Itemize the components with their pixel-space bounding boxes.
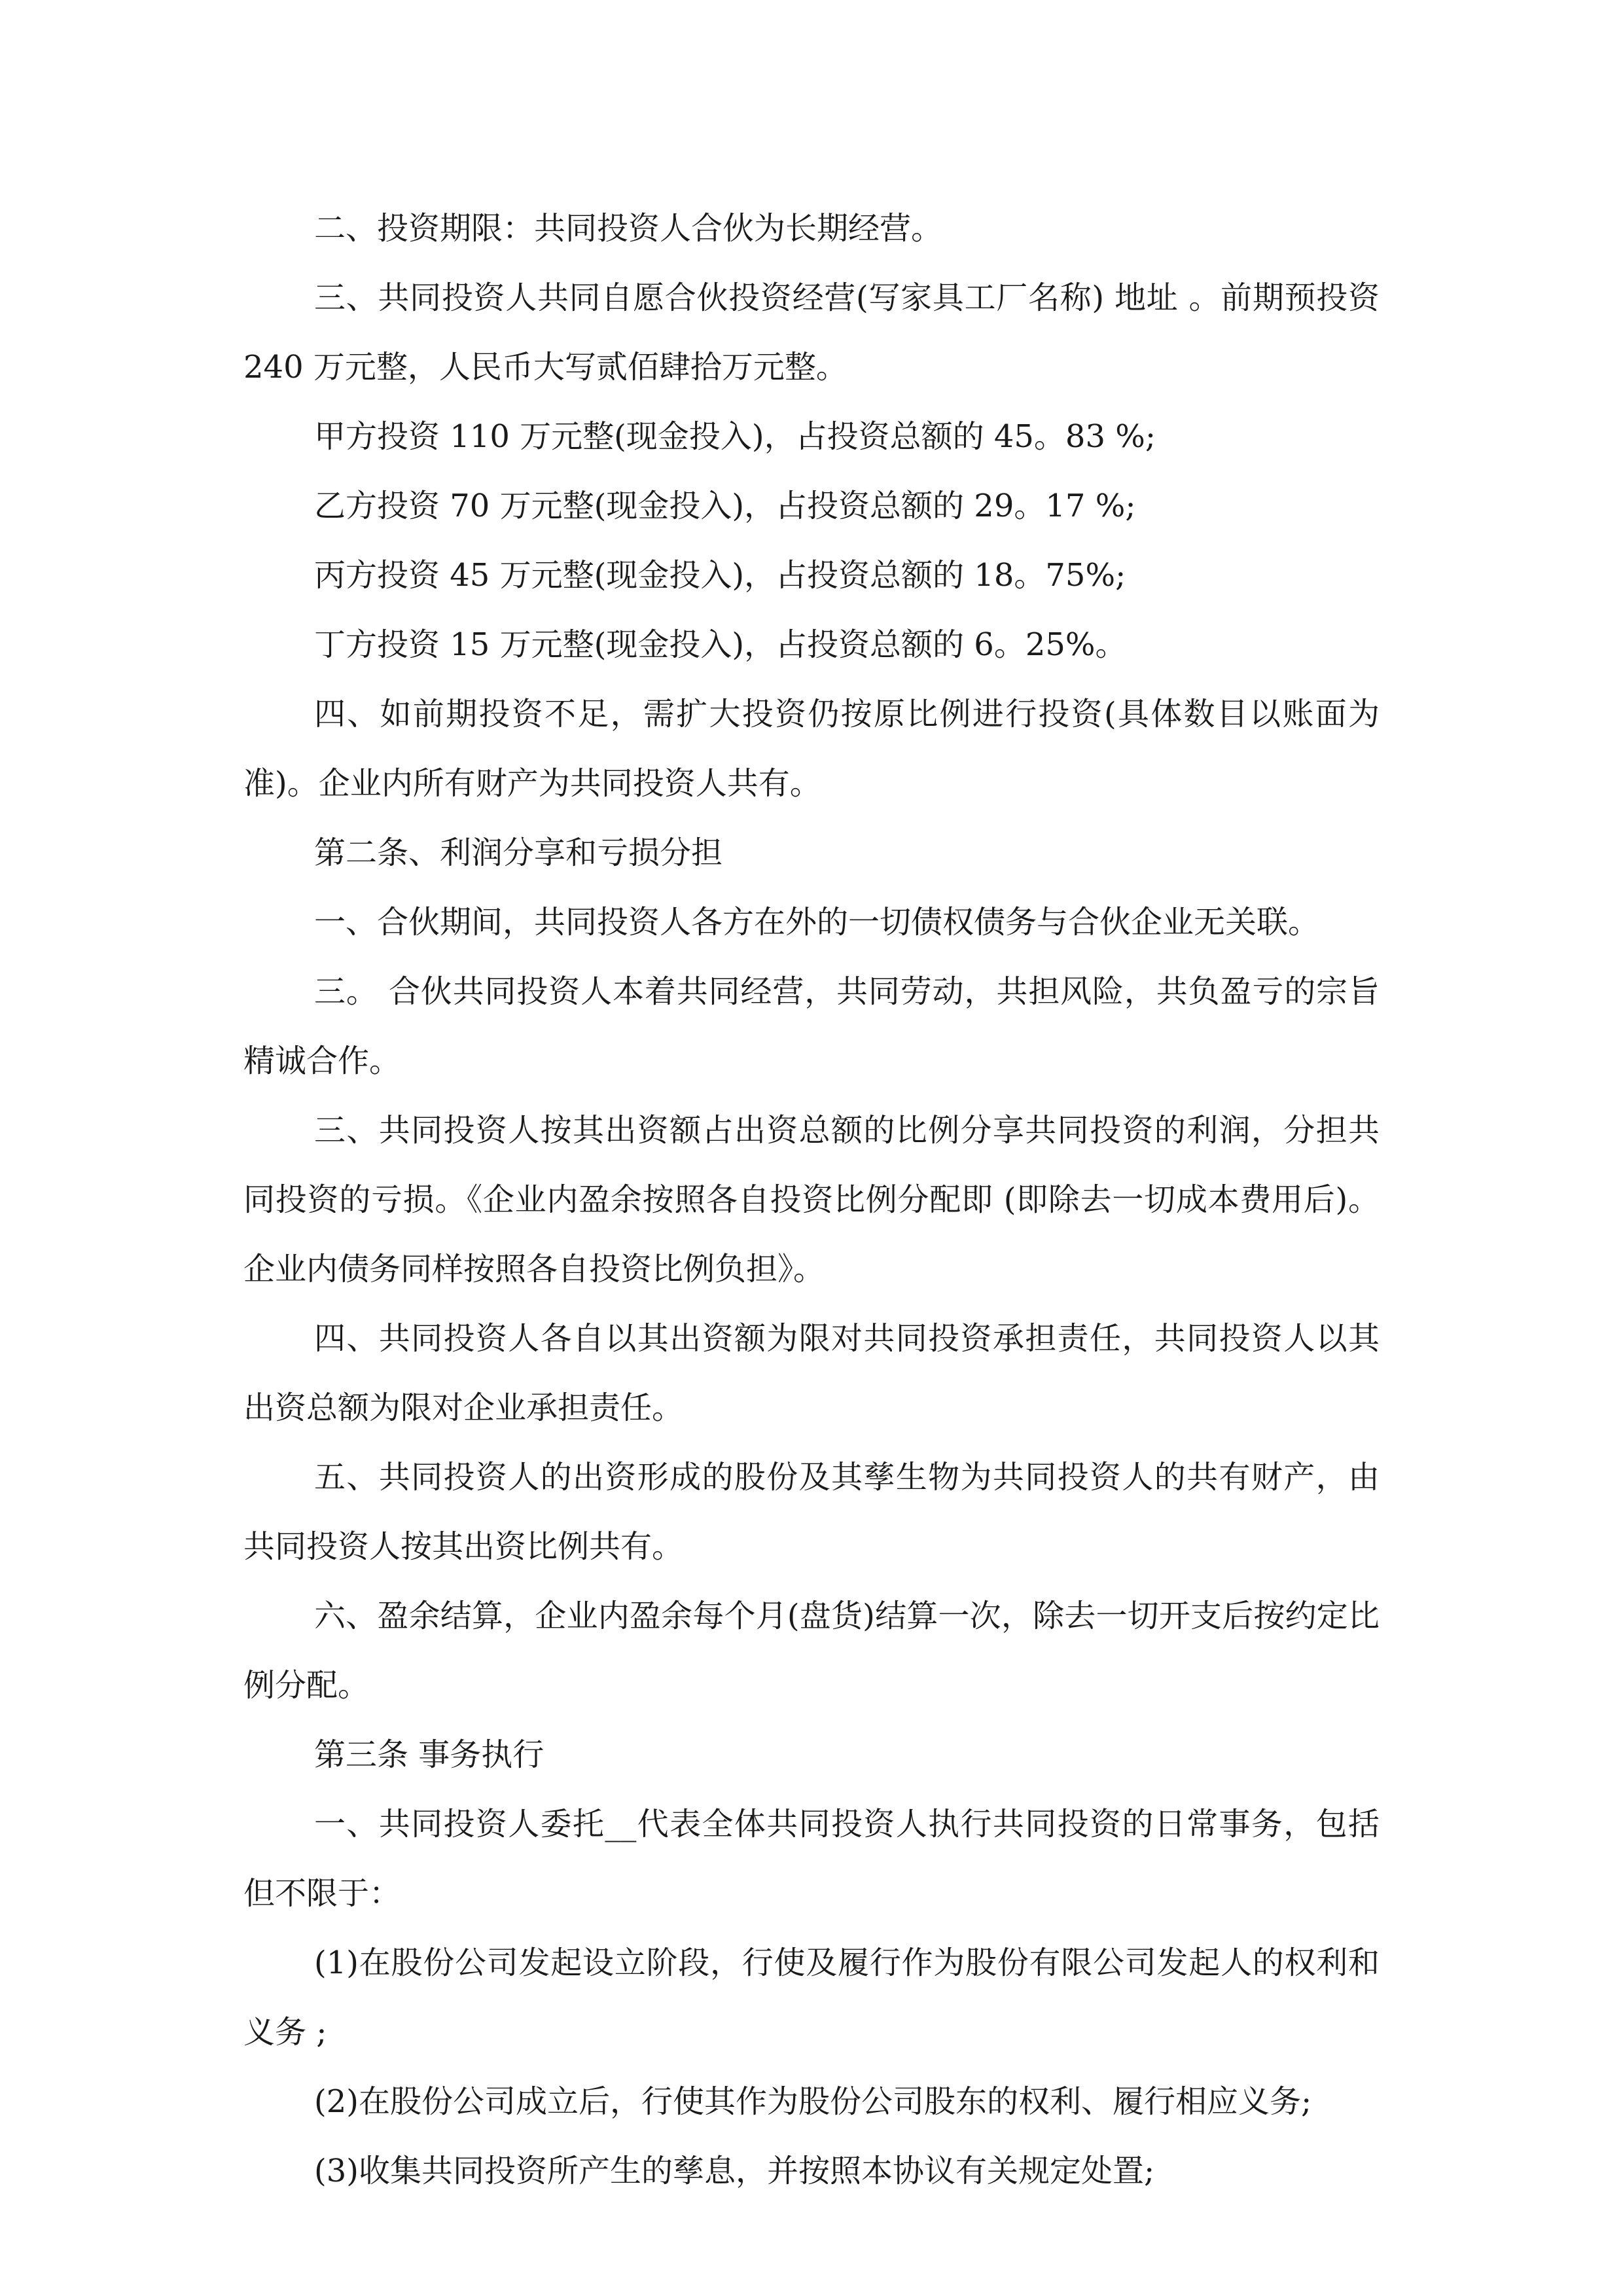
paragraph-investment-term: 二、投资期限：共同投资人合伙为长期经营。 (314, 210, 943, 247)
list-item-founder-rights: (1)在股份公司发起设立阶段，行使及履行作为股份有限公司发起人的权利和义务 ; (243, 1945, 1380, 2051)
paragraph-party-d: 丁方投资 15 万元整(现金投入)，占投资总额的 6。25%。 (314, 626, 1127, 663)
paragraph-cooperation: 三。 合伙共同投资人本着共同经营，共同劳动，共担风险，共负盈亏的宗旨精诚合作。 (243, 973, 1380, 1079)
list-item-interest-collection: (3)收集共同投资所产生的孳息，并按照本协议有关规定处置; (314, 2153, 1155, 2189)
section-heading-affairs: 第三条 事务执行 (314, 1736, 544, 1773)
paragraph-additional-investment: 四、如前期投资不足，需扩大投资仍按原比例进行投资(具体数目以账面为准)。企业内所有财产为共同投资人共有。 (243, 696, 1380, 802)
paragraph-joint-venture: 三、共同投资人共同自愿合伙投资经营(写家具工厂名称) 地址 。前期预投资 240 万元整，人民币大写贰佰肆拾万元整。 (243, 279, 1390, 386)
paragraph-party-b: 乙方投资 70 万元整(现金投入)，占投资总额的 29。17 %; (314, 488, 1136, 524)
paragraph-profit-sharing: 三、共同投资人按其出资额占出资总额的比例分享共同投资的利润，分担共同投资的亏损。《企业内盈余按照各自投资比例分配即 (即除去一切成本费用后)。企业内债务同样按照各自投资比例负担》。 (243, 1112, 1380, 1287)
paragraph-party-a: 甲方投资 110 万元整(现金投入)，占投资总额的 45。83 %; (314, 418, 1156, 455)
paragraph-delegation: 一、共同投资人委托__代表全体共同投资人执行共同投资的日常事务，包括但不限于： (243, 1806, 1380, 1912)
paragraph-external-debts: 一、合伙期间，共同投资人各方在外的一切债权债务与合伙企业无关联。 (314, 904, 1320, 941)
paragraph-liability: 四、共同投资人各自以其出资额为限对共同投资承担责任，共同投资人以其出资总额为限对企业承担责任。 (243, 1320, 1380, 1426)
paragraph-shares: 五、共同投资人的出资形成的股份及其孳生物为共同投资人的共有财产，由共同投资人按其出资比例共有。 (243, 1459, 1380, 1565)
list-item-shareholder-rights: (2)在股份公司成立后，行使其作为股份公司股东的权利、履行相应义务; (314, 2083, 1312, 2120)
paragraph-settlement: 六、盈余结算，企业内盈余每个月(盘货)结算一次，除去一切开支后按约定比例分配。 (243, 1598, 1380, 1704)
section-heading-profit-loss: 第二条、利润分享和亏损分担 (314, 834, 723, 871)
paragraph-party-c: 丙方投资 45 万元整(现金投入)，占投资总额的 18。75%; (314, 557, 1126, 594)
